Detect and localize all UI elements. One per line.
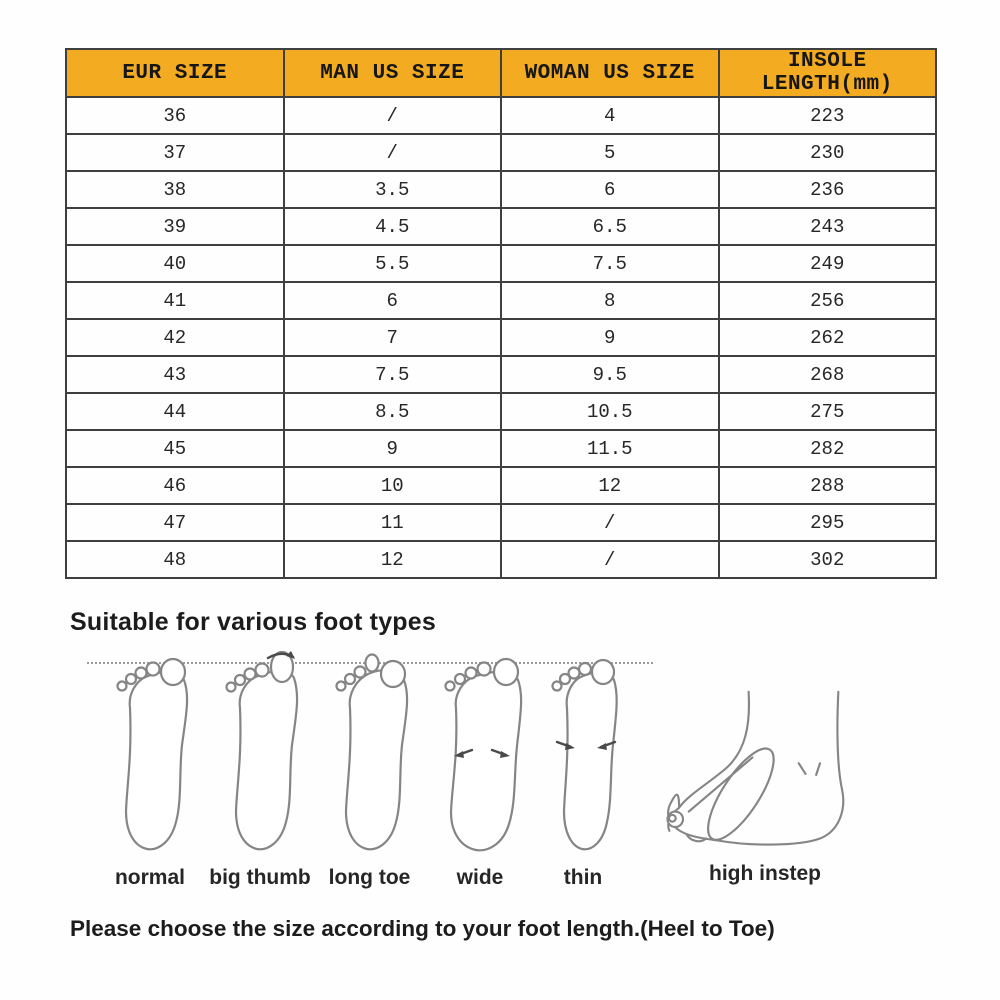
cell-woman-us: 9.5	[501, 356, 719, 393]
cell-man-us: /	[284, 134, 502, 171]
cell-woman-us: 6.5	[501, 208, 719, 245]
foot-type-label: thin	[563, 866, 603, 889]
col-header-insole-length: INSOLE LENGTH(mm)	[719, 49, 937, 97]
cell-eur-size: 36	[66, 97, 284, 134]
cell-eur-size: 48	[66, 541, 284, 578]
foot-types-diagram	[85, 650, 945, 900]
cell-woman-us: 5	[501, 134, 719, 171]
cell-insole-length: 223	[719, 97, 937, 134]
foot-type-normal	[95, 650, 205, 890]
foot-type-label: high instep	[709, 862, 821, 885]
cell-woman-us: 4	[501, 97, 719, 134]
cell-insole-length: 302	[719, 541, 937, 578]
cell-man-us: 9	[284, 430, 502, 467]
cell-eur-size: 44	[66, 393, 284, 430]
foot-high-instep-icon	[650, 688, 880, 854]
cell-insole-length: 236	[719, 171, 937, 208]
table-row	[66, 97, 936, 134]
size-selection-note: Please choose the size according to your foot length.(Heel to Toe)	[70, 916, 775, 941]
table-row	[66, 356, 936, 393]
cell-woman-us: 6	[501, 171, 719, 208]
foot-type-label: wide	[456, 866, 504, 889]
cell-insole-length: 230	[719, 134, 937, 171]
foot-type-high-instep	[645, 650, 885, 886]
cell-woman-us: /	[501, 541, 719, 578]
foot-wide-icon	[430, 650, 530, 860]
cell-eur-size: 47	[66, 504, 284, 541]
cell-woman-us: 11.5	[501, 430, 719, 467]
cell-eur-size: 42	[66, 319, 284, 356]
col-header-eur-size: EUR SIZE	[66, 49, 284, 97]
cell-eur-size: 37	[66, 134, 284, 171]
table-row	[66, 208, 936, 245]
cell-eur-size: 43	[66, 356, 284, 393]
foot-type-wide	[430, 650, 530, 890]
foot-type-big-thumb	[205, 650, 315, 890]
foot-type-label: normal	[114, 866, 185, 889]
cell-insole-length: 249	[719, 245, 937, 282]
foot-thin-icon	[533, 650, 633, 860]
cell-woman-us: 10.5	[501, 393, 719, 430]
cell-man-us: 4.5	[284, 208, 502, 245]
cell-man-us: /	[284, 97, 502, 134]
cell-man-us: 7.5	[284, 356, 502, 393]
table-row	[66, 467, 936, 504]
cell-woman-us: /	[501, 504, 719, 541]
foot-long-toe-icon	[320, 650, 420, 860]
table-row	[66, 393, 936, 430]
foot-normal-icon	[100, 650, 200, 860]
cell-woman-us: 12	[501, 467, 719, 504]
col-header-woman-us-size: WOMAN US SIZE	[501, 49, 719, 97]
table-row	[66, 282, 936, 319]
foot-big-thumb-icon	[210, 650, 310, 860]
cell-man-us: 11	[284, 504, 502, 541]
foot-type-label: big thumb	[209, 866, 311, 889]
cell-eur-size: 40	[66, 245, 284, 282]
foot-type-label: long toe	[328, 866, 411, 889]
table-row	[66, 171, 936, 208]
cell-eur-size: 39	[66, 208, 284, 245]
cell-eur-size: 41	[66, 282, 284, 319]
cell-insole-length: 243	[719, 208, 937, 245]
cell-woman-us: 7.5	[501, 245, 719, 282]
cell-man-us: 5.5	[284, 245, 502, 282]
cell-insole-length: 268	[719, 356, 937, 393]
table-row	[66, 319, 936, 356]
cell-man-us: 12	[284, 541, 502, 578]
cell-insole-length: 275	[719, 393, 937, 430]
cell-man-us: 10	[284, 467, 502, 504]
cell-man-us: 8.5	[284, 393, 502, 430]
table-row	[66, 245, 936, 282]
cell-insole-length: 295	[719, 504, 937, 541]
cell-man-us: 7	[284, 319, 502, 356]
cell-man-us: 3.5	[284, 171, 502, 208]
foot-type-thin	[533, 650, 633, 890]
col-header-man-us-size: MAN US SIZE	[284, 49, 502, 97]
table-row	[66, 541, 936, 578]
cell-woman-us: 8	[501, 282, 719, 319]
foot-type-long-toe	[317, 650, 422, 890]
table-header-row	[66, 49, 936, 97]
table-row	[66, 430, 936, 467]
cell-woman-us: 9	[501, 319, 719, 356]
cell-man-us: 6	[284, 282, 502, 319]
cell-insole-length: 256	[719, 282, 937, 319]
table-row	[66, 134, 936, 171]
table-row	[66, 504, 936, 541]
cell-insole-length: 282	[719, 430, 937, 467]
cell-eur-size: 38	[66, 171, 284, 208]
cell-insole-length: 288	[719, 467, 937, 504]
cell-eur-size: 46	[66, 467, 284, 504]
size-table	[65, 48, 937, 579]
cell-insole-length: 262	[719, 319, 937, 356]
cell-eur-size: 45	[66, 430, 284, 467]
foot-types-heading: Suitable for various foot types	[70, 608, 436, 636]
